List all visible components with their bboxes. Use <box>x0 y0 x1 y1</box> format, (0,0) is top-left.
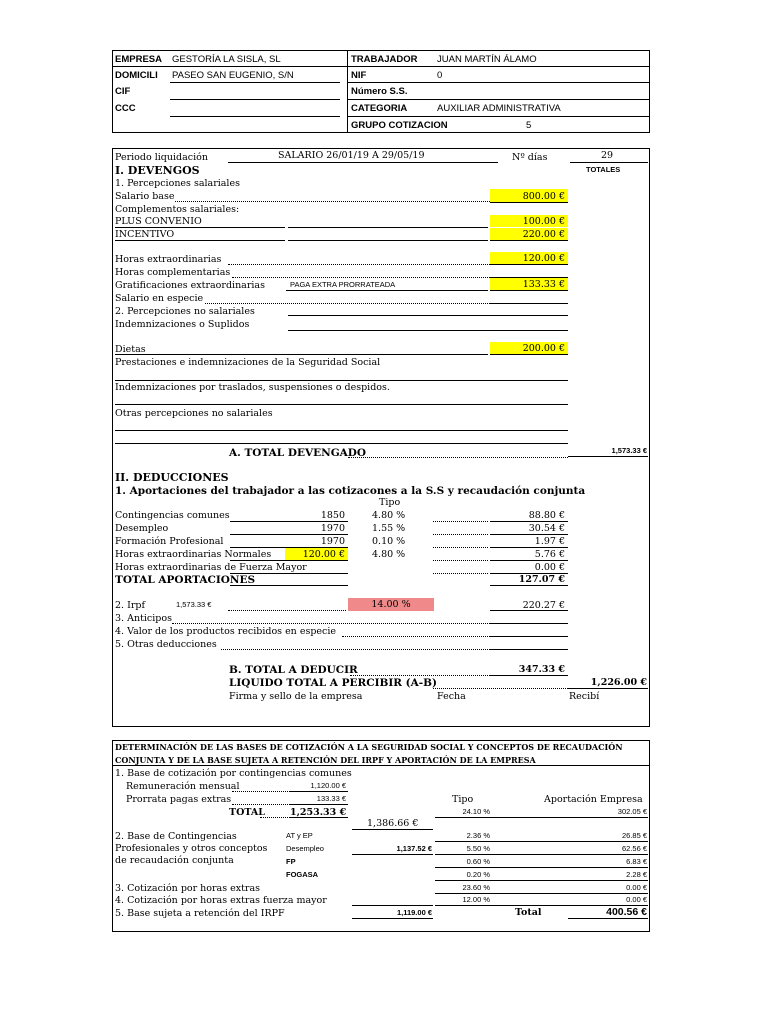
firma-label: Firma y sello de la empresa <box>229 691 363 702</box>
aportacion-row-importe: 0.00 € <box>534 562 565 573</box>
horas-extras-fm-tipo: 12.00 % <box>462 895 490 904</box>
fecha-label: Fecha <box>437 691 466 702</box>
domicilio-value: PASEO SAN EUGENIO, S/N <box>172 70 294 81</box>
ccc-label: CCC <box>115 103 136 114</box>
horas-extras-fm-aportacion: 0.00 € <box>626 895 647 904</box>
aportacion-row-label: Formación Profesional <box>115 536 224 547</box>
concepto-label: Desempleo <box>286 844 324 853</box>
remuneracion-value: 1,120.00 € <box>310 781 346 790</box>
aportacion-row-importe: 5.76 € <box>534 549 565 560</box>
traslados-label: Indemnizaciones por traslados, suspensiones o despidos. <box>115 382 390 393</box>
irpf-base: 1,573.33 € <box>176 600 212 609</box>
prorrata-value: 133.33 € <box>316 794 346 803</box>
horas-extra-label: Horas extraordinarias <box>115 254 222 265</box>
deducciones-title: II. DEDUCCIONES <box>115 471 229 484</box>
gratificaciones-label: Gratificaciones extraordinarias <box>115 280 265 291</box>
plus-convenio-label: PLUS CONVENIO <box>115 216 202 227</box>
total-devengado-value: 1,573.33 € <box>611 446 647 455</box>
bases-total-label: TOTAL <box>229 807 265 818</box>
aportacion-row-label: Horas extraordinarias de Fuerza Mayor <box>115 562 307 573</box>
dias-value: 29 <box>601 150 614 161</box>
bases-total-value: 1,253.33 € <box>290 807 347 818</box>
total-aportaciones-value: 127.07 € <box>518 574 565 585</box>
horas-extras-fm-label: 4. Cotización por horas extras fuerza mayor <box>115 895 327 906</box>
contingencias-label-2: Profesionales y otros conceptos <box>115 843 268 854</box>
concepto-label: FOGASA <box>286 870 319 879</box>
numss-label: Número S.S. <box>351 86 408 97</box>
prestaciones-label: Prestaciones e indemnizaciones de la Seguridad Social <box>115 357 381 368</box>
devengos-title: I. DEVENGOS <box>115 164 200 177</box>
bases-title-line1: DETERMINACIÓN DE LAS BASES DE COTIZACIÓN A LA SEGURIDAD SOCIAL Y CONCEPTOS DE RECAUDACIÓN <box>115 742 623 752</box>
aportacion-row-base: 1970 <box>320 536 345 547</box>
paga-extra-label: PAGA EXTRA PRORRATEADA <box>290 280 396 289</box>
percepciones-salariales-label: 1. Percepciones salariales <box>115 178 240 189</box>
aportaciones-title: 1. Aportaciones del trabajador a las cotizacones a la S.S y recaudación conjunta <box>115 485 586 497</box>
dietas-value: 200.00 € <box>522 343 565 354</box>
salario-base-label: Salario base <box>115 191 175 202</box>
aportacion-row-tipo: 1.55 % <box>372 523 406 534</box>
concepto-aportacion: 6.83 € <box>626 857 647 866</box>
aportacion-row-base: 1970 <box>320 523 345 534</box>
plus-convenio-value: 100.00 € <box>522 216 565 227</box>
dias-label: Nº días <box>512 152 548 163</box>
cc-aportacion: 302.05 € <box>617 807 647 816</box>
irpf-value: 220.27 € <box>522 600 565 611</box>
liquido-value: 1,226.00 € <box>590 677 647 688</box>
concepto-label: AT y EP <box>286 831 313 840</box>
base-cc-label: 1. Base de cotización por contingencias comunes <box>115 768 352 779</box>
trabajador-value: JUAN MARTÍN ÁLAMO <box>437 54 537 65</box>
total-deducir-value: 347.33 € <box>518 664 565 675</box>
aportacion-row-importe: 88.80 € <box>528 510 565 521</box>
categoria-value: AUXILIAR ADMINISTRATIVA <box>437 103 561 114</box>
dietas-label: Dietas <box>115 344 146 355</box>
periodo-value: SALARIO 26/01/19 A 29/05/19 <box>278 150 425 161</box>
aportacion-row-importe: 30.54 € <box>528 523 565 534</box>
cif-label: CIF <box>115 86 131 97</box>
complementos-label: Complementos salariales: <box>115 204 240 215</box>
contingencias-label-1: 2. Base de Contingencias <box>115 831 237 842</box>
aportacion-row-label: Horas extraordinarias Normales <box>115 549 272 560</box>
total-devengado-label: A. TOTAL DEVENGADO <box>229 447 367 459</box>
anticipos-label: 3. Anticipos <box>115 613 172 624</box>
bases-title-line2: CONJUNTA Y DE LA BASE SUJETA A RETENCIÓN DEL IRPF Y APORTACIÓN DE LA EMPRESA <box>115 755 536 765</box>
concepto-label: FP <box>286 857 296 866</box>
cc-tipo: 24.10 % <box>462 807 490 816</box>
total-aportaciones-label: TOTAL APORTACIONES <box>115 574 256 586</box>
periodo-label: Periodo liquidación <box>115 152 208 163</box>
aportacion-empresa-label: Aportación Empresa <box>544 794 643 805</box>
salario-base-value: 800.00 € <box>522 191 565 202</box>
domicilio-label: DOMICILI <box>115 70 158 81</box>
grupo-value: 5 <box>526 120 532 131</box>
aportacion-row-tipo: 0.10 % <box>372 536 406 547</box>
irpf-label: 2. Irpf <box>115 600 145 611</box>
header-divider <box>347 50 348 133</box>
aportacion-row-tipo: 4.80 % <box>372 510 406 521</box>
incentivo-value: 220.00 € <box>522 229 565 240</box>
salario-especie-label: Salario en especie <box>115 293 204 304</box>
empresa-value: GESTORÍA LA SISLA, SL <box>172 54 281 65</box>
incentivo-label: INCENTIVO <box>115 229 175 240</box>
categoria-label: CATEGORIA <box>351 103 408 114</box>
concepto-aportacion: 26.85 € <box>621 831 647 840</box>
aportacion-row-importe: 1.97 € <box>534 536 565 547</box>
total-empresa-label: Total <box>515 907 542 918</box>
concepto-tipo: 0.20 % <box>466 870 490 879</box>
contingencias-label-3: de recaudación conjunta <box>115 855 234 866</box>
aportacion-row-label: Contingencias comunes <box>115 510 230 521</box>
totales-label: TOTALES <box>586 165 621 174</box>
otras-deducciones-label: 5. Otras deducciones <box>115 639 217 650</box>
concepto-aportacion: 62.56 € <box>621 844 647 853</box>
otras-percepciones-label: Otras percepciones no salariales <box>115 408 273 419</box>
base-irpf-value: 1,119.00 € <box>396 908 432 917</box>
nif-label: NIF <box>351 70 367 81</box>
empresa-label: EMPRESA <box>115 54 162 65</box>
horas-extras-tipo: 23.60 % <box>462 883 490 892</box>
irpf-tipo: 14.00 % <box>371 599 411 610</box>
no-salariales-label: 2. Percepciones no salariales <box>115 306 255 317</box>
base-desempleo-value: 1,137.52 € <box>396 844 432 853</box>
tipo-label: Tipo <box>379 497 401 508</box>
aportacion-row-base: 120.00 € <box>302 549 345 560</box>
concepto-tipo: 5.50 % <box>466 844 490 853</box>
base-total-value: 1,386.66 € <box>367 818 419 829</box>
trabajador-label: TRABAJADOR <box>351 54 418 65</box>
recibi-label: Recibí <box>569 691 600 702</box>
indemnizaciones-label: Indemnizaciones o Suplidos <box>115 319 250 330</box>
horas-extras-label: 3. Cotización por horas extras <box>115 883 260 894</box>
bases-tipo-label: Tipo <box>452 794 474 805</box>
aportacion-row-label: Desempleo <box>115 523 169 534</box>
remuneracion-label: Remuneración mensual <box>126 781 240 792</box>
total-empresa-value: 400.56 € <box>606 906 647 918</box>
prorrata-label: Prorrata pagas extras <box>126 794 232 805</box>
total-deducir-label: B. TOTAL A DEDUCIR <box>229 664 358 676</box>
productos-especie-label: 4. Valor de los productos recibidos en especie <box>115 626 337 637</box>
aportacion-row-base: 1850 <box>320 510 345 521</box>
grupo-label: GRUPO COTIZACION <box>351 120 448 131</box>
aportacion-row-tipo: 4.80 % <box>372 549 406 560</box>
gratificaciones-value: 133.33 € <box>522 279 565 290</box>
base-irpf-label: 5. Base sujeta a retención del IRPF <box>115 908 285 919</box>
horas-extra-value: 120.00 € <box>522 253 565 264</box>
horas-complementarias-label: Horas complementarias <box>115 267 231 278</box>
nif-value: 0 <box>437 70 443 81</box>
horas-extras-aportacion: 0.00 € <box>626 883 647 892</box>
liquido-label: LIQUIDO TOTAL A PERCIBIR (A-B) <box>229 677 437 689</box>
concepto-tipo: 2.36 % <box>466 831 490 840</box>
concepto-aportacion: 2.28 € <box>626 870 647 879</box>
concepto-tipo: 0.60 % <box>466 857 490 866</box>
